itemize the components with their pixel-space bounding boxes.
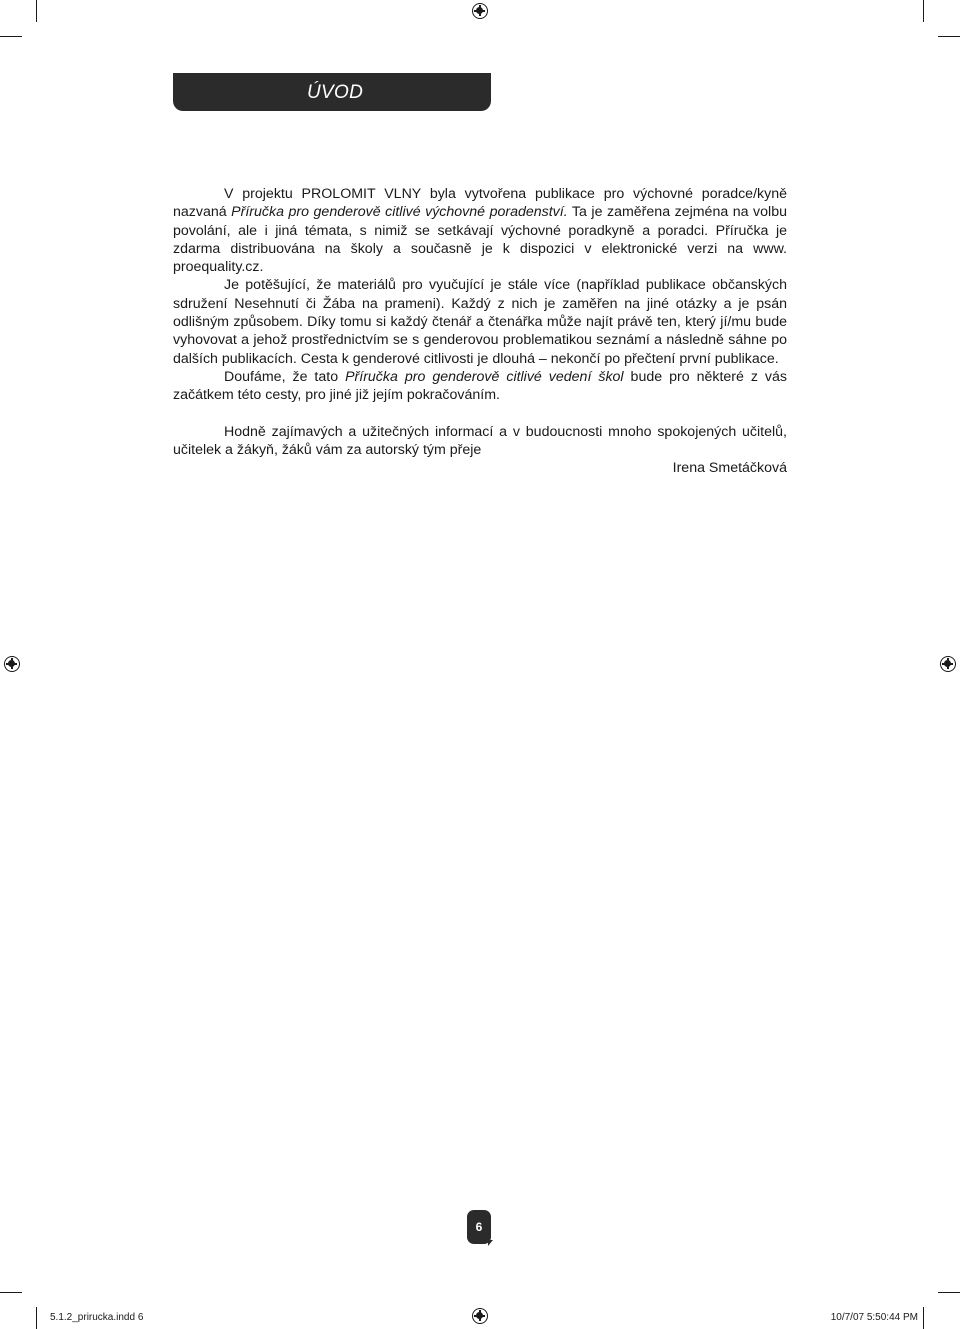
registration-mark-icon	[472, 1308, 488, 1324]
signature: Irena Smetáčková	[672, 460, 787, 477]
crop-mark	[938, 1292, 960, 1293]
page-number: 6	[467, 1210, 491, 1244]
body-text	[173, 185, 787, 477]
paragraph-2: Je potěšující, že materiálů pro vyučující je stále více (například publikace občanských sdružení Nesehnutí či Žába na prameni). Každý z nich je zaměřen na jiné otázky a je psán odlišným způsobem. Díky tomu si každý čtenář a čtenářka může najít právě ten, který jí/mu bude vyhovovat a jehož prostřednictvím se s genderovou problematikou seznámí a následně sáhne po dalších publikacích. Cesta k genderové citlivosti je dlouhá – nekončí po přečtení první publikace.	[173, 277, 787, 367]
crop-mark	[0, 36, 22, 37]
spacer	[173, 405, 787, 423]
crop-mark	[923, 1307, 924, 1329]
crop-mark	[36, 1307, 37, 1329]
crop-mark	[923, 0, 924, 22]
crop-mark	[938, 36, 960, 37]
paragraph-3: Doufáme, že tato Příručka pro genderově citlivé vedení škol bude pro některé z vás začátkem této cesty, pro jiné již jejím pokračováním.	[173, 368, 787, 404]
footer-filename: 5.1.2_prirucka.indd 6	[50, 1312, 144, 1323]
chapter-title: ÚVOD	[307, 82, 364, 103]
page-number-tab	[488, 1240, 493, 1246]
crop-mark	[0, 1292, 22, 1293]
crop-mark	[36, 0, 37, 22]
registration-mark-icon	[472, 3, 488, 19]
registration-mark-icon	[4, 656, 20, 672]
paragraph-1: V projektu PROLOMIT VLNY byla vytvořena publikace pro výchovné poradce/kyně nazvaná Příručka pro genderově citlivé výchovné poradenství. Ta je zaměřena zejména na volbu povolání, ale i jiná témata, s nimiž se setkávají výchovné poradkyně a poradci. Příručka je zdarma distribuována na školy a současně je k dispozici v elektronické verzi na www. proequality.cz.	[173, 186, 787, 276]
publication-title: Příručka pro genderově citlivé výchovné poradenství.	[231, 204, 568, 221]
closing-paragraph: Hodně zajímavých a užitečných informací a v budoucnosti mnoho spokojených učitelů, učitelek a žákyň, žáků vám za autorský tým přeje	[173, 423, 787, 458]
footer-timestamp: 10/7/07 5:50:44 PM	[830, 1312, 918, 1323]
publication-title: Příručka pro genderově citlivé vedení škol	[345, 368, 624, 385]
registration-mark-icon	[940, 656, 956, 672]
chapter-header	[173, 73, 491, 111]
